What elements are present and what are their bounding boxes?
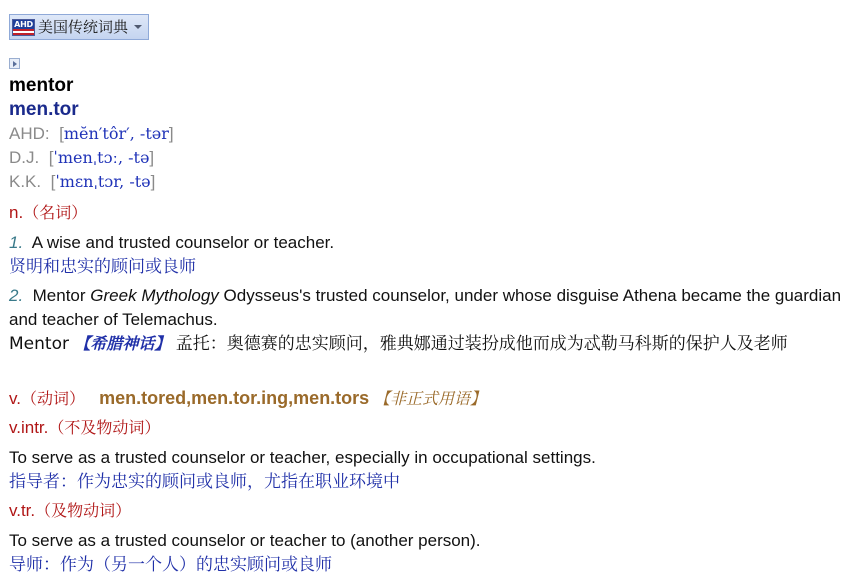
pos-abbrev: v. [9, 389, 21, 408]
pronunciation-label: AHD: [9, 124, 50, 143]
bracket-close: ] [150, 172, 156, 191]
definition-lead: Mentor [32, 286, 86, 305]
bracket-close: ] [149, 148, 155, 167]
ahd-logo-icon [12, 19, 35, 36]
bracket-close: ] [168, 124, 174, 143]
usage-label: 【非正式用语】 [373, 389, 486, 408]
sense-2-translation [9, 332, 855, 356]
pronunciation-ipa: mĕn′tôr′, -tər [63, 124, 169, 143]
vtr-translation: 导师：作为（另一个人）的忠实顾问或良师 [9, 555, 332, 575]
pronunciation-label: K.K. [9, 172, 42, 191]
pos-vintr [9, 416, 160, 440]
chevron-down-icon [134, 25, 142, 29]
verb-inflections: men.tored,men.tor.ing,men.tors [99, 388, 370, 408]
pronunciation-kk [9, 170, 155, 194]
pos-abbrev: v.tr. [9, 501, 36, 520]
vintr-definition: To serve as a trusted counselor or teacher, especially in occupational settings. [9, 448, 596, 467]
ahd-logo-text: AHD [14, 19, 33, 29]
pos-vtr [9, 499, 131, 523]
pos-chinese: （不及物动词） [48, 418, 161, 437]
pronunciation-dj [9, 146, 154, 170]
pronunciation-ahd [9, 122, 174, 146]
play-pronunciation-icon[interactable] [9, 58, 20, 69]
pos-abbrev: n. [9, 203, 24, 222]
definition-text: Odysseus's trusted counselor, under whose disguise Athena became the guardian and teacher of Telemachus. [9, 286, 842, 329]
pronunciation-label: D.J. [9, 148, 40, 167]
vintr-translation: 指导者：作为忠实的顾问或良师，尤指在职业环境中 [9, 472, 400, 492]
headword: mentor [9, 75, 74, 96]
vtr-definition: To serve as a trusted counselor or teacher to (another person). [9, 531, 481, 550]
sense-1-definition [9, 231, 334, 255]
pos-chinese: （及物动词） [35, 501, 132, 520]
pos-chinese: （名词） [23, 203, 88, 222]
bracket-open: [ [59, 124, 64, 143]
field-label: Greek Mythology [90, 286, 219, 305]
syllabification: men.tor [9, 99, 79, 120]
sense-number: 1. [9, 233, 24, 252]
bracket-open: [ [48, 148, 54, 167]
dictionary-name: 美国传统词典 [38, 18, 129, 36]
pos-chinese: （动词） [20, 389, 85, 408]
pos-verb [9, 386, 486, 411]
sense-1-translation: 贤明和忠实的顾问或良师 [9, 257, 196, 277]
translation-text: 孟托：奥德赛的忠实顾问，雅典娜通过装扮成他而成为忒勒马科斯的保护人及老师 [175, 334, 788, 354]
dictionary-selector[interactable] [9, 14, 149, 40]
sense-number: 2. [9, 286, 24, 305]
field-label-cn: 【希腊神话】 [74, 334, 171, 353]
definition-text: A wise and trusted counselor or teacher. [31, 233, 335, 252]
bracket-open: [ [50, 172, 56, 191]
pronunciation-ipa: ˈmɛnˌtɔr, -tə [55, 172, 151, 191]
pronunciation-ipa: ˈmenˌtɔː, -tə [53, 148, 150, 167]
translation-lead: Mentor [9, 334, 69, 354]
pos-abbrev: v.intr. [9, 418, 49, 437]
sense-2-definition [9, 284, 855, 332]
pos-noun [9, 201, 87, 225]
